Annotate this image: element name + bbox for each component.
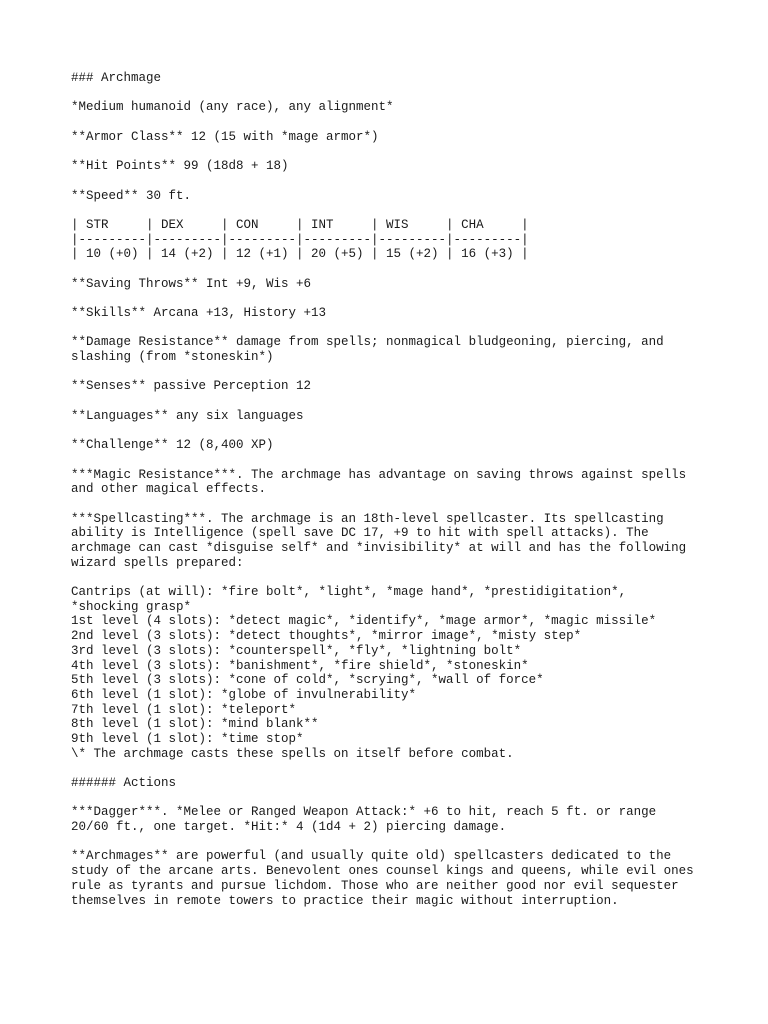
blank-line (71, 144, 731, 159)
blank-line (71, 835, 731, 850)
text-line: 20/60 ft., one target. *Hit:* 4 (1d4 + 2) piercing damage. (71, 820, 507, 835)
document-page (71, 71, 731, 908)
text-line: | STR | DEX | CON | INT | WIS | CHA | (71, 217, 529, 232)
text-line: themselves in remote towers to practice their magic without interruption. (71, 893, 619, 908)
text-line: ***Magic Resistance***. The archmage has advantage on saving throws against spells (71, 467, 687, 482)
text-line: **Skills** Arcana +13, History +13 (71, 306, 327, 320)
text-line: *shocking grasp* (71, 599, 192, 614)
text-line: 6th level (1 slot): *globe of invulnerability* (71, 687, 417, 702)
blank-line (71, 761, 731, 776)
text-line: ***Spellcasting***. The archmage is an 18th-level spellcaster. Its spellcasting (71, 511, 664, 526)
text-line: 7th level (1 slot): *teleport* (71, 702, 297, 717)
text-line: **Challenge** 12 (8,400 XP) (71, 438, 274, 453)
blank-line (71, 424, 731, 439)
text-line: archmage can cast *disguise self* and *invisibility* at will and has the following (71, 541, 687, 555)
blank-line (71, 203, 731, 218)
text-line: **Senses** passive Perception 12 (71, 379, 312, 394)
text-line: ###### Actions (71, 776, 177, 790)
text-line: **Armor Class** 12 (15 with *mage armor*) (71, 129, 379, 144)
blank-line (71, 453, 731, 468)
text-line: **Damage Resistance** damage from spells; nonmagical bludgeoning, piercing, and (71, 335, 664, 350)
text-line: 9th level (1 slot): *time stop* (71, 731, 304, 746)
text-line: 5th level (3 slots): *cone of cold*, *scrying*, *wall of force* (71, 673, 544, 688)
blank-line (71, 115, 731, 130)
text-line: \* The archmage casts these spells on itself before combat. (71, 746, 514, 761)
text-line: slashing (from *stoneskin*) (71, 350, 274, 365)
blank-line (71, 291, 731, 306)
text-line: 2nd level (3 slots): *detect thoughts*, *mirror image*, *misty step* (71, 629, 582, 644)
blank-line (71, 262, 731, 277)
text-line: Cantrips (at will): *fire bolt*, *light*, *mage hand*, *prestidigitation*, (71, 585, 627, 600)
text-line: rule as tyrants and pursue lichdom. Those who are neither good nor evil sequester (71, 878, 679, 893)
text-line: *Medium humanoid (any race), any alignment* (71, 100, 394, 115)
blank-line (71, 791, 731, 806)
text-line: **Languages** any six languages (71, 408, 304, 423)
blank-line (71, 365, 731, 380)
text-line: **Hit Points** 99 (18d8 + 18) (71, 159, 289, 174)
blank-line (71, 497, 731, 512)
text-line: wizard spells prepared: (71, 555, 244, 570)
text-line: | 10 (+0) | 14 (+2) | 12 (+1) | 20 (+5) | 15 (+2) | 16 (+3) | (71, 247, 529, 262)
text-line: **Speed** 30 ft. (71, 188, 192, 203)
text-line: 1st level (4 slots): *detect magic*, *identify*, *mage armor*, *magic missile* (71, 614, 657, 629)
text-line: and other magical effects. (71, 482, 267, 497)
text-line: **Saving Throws** Int +9, Wis +6 (71, 276, 312, 291)
text-line: 3rd level (3 slots): *counterspell*, *fly*, *lightning bolt* (71, 643, 522, 658)
text-line: **Archmages** are powerful (and usually quite old) spellcasters dedicated to the (71, 849, 672, 864)
text-line: 4th level (3 slots): *banishment*, *fire shield*, *stoneskin* (71, 658, 529, 673)
blank-line (71, 321, 731, 336)
blank-line (71, 174, 731, 189)
text-line: ***Dagger***. *Melee or Ranged Weapon Attack:* +6 to hit, reach 5 ft. or range (71, 805, 657, 820)
text-line: 8th level (1 slot): *mind blank** (71, 717, 319, 732)
text-line: ability is Intelligence (spell save DC 17, +9 to hit with spell attacks). The (71, 526, 649, 541)
text-line: study of the arcane arts. Benevolent ones counsel kings and queens, while evil ones (71, 864, 694, 879)
text-line: ### Archmage (71, 71, 162, 85)
blank-line (71, 86, 731, 101)
blank-line (71, 570, 731, 585)
blank-line (71, 394, 731, 409)
text-line: |---------|---------|---------|---------|---------|---------| (71, 232, 529, 247)
